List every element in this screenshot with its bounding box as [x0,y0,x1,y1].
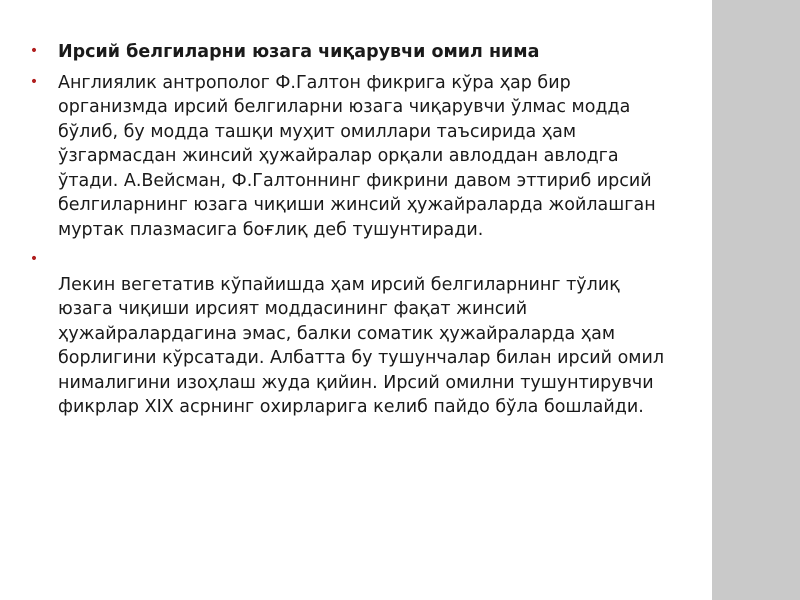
bullet-item [28,248,668,420]
slide-content [28,40,668,426]
bullet-heading-text: Ирсий белгиларни юзага чиқарувчи омил нима [58,42,540,62]
side-decorative-band [712,0,800,600]
blank-line [58,248,668,273]
bullet-marker-icon: • [29,73,39,90]
bullet-item [28,40,668,65]
bullet-paragraph-text: Лекин вегетатив кўпайишда ҳам ирсий белгиларнинг тўлиқ юзага чиқиши ирсият моддасининг фақат жинсий ҳужайралардагина эмас, балки соматик ҳужайраларда ҳам борлигини кўрсатади. Албатта бу тушунчалар билан ирсий омил нималигини изоҳлаш жуда қийин. Ирсий омилни тушунтирувчи фикрлар XIX асрнинг охирларига келиб пайдо бўла бошлайди. [58,274,665,417]
bullet-marker-icon: • [29,43,39,59]
bullet-paragraph-text: Англиялик антрополог Ф.Галтон фикрига кўра ҳар бир организмда ирсий белгиларни юзага чиқарувчи ўлмас модда бўлиб, бу модда ташқи муҳит омиллари таъсирида ҳам ўзгармасдан жинсий ҳужайралар орқали авлоддан авлодга ўтади. А.Вейсман, Ф.Галтоннинг фикрини давом эттириб ирсий белгиларнинг юзага чиқиши жинсий ҳужайраларда жойлашган муртак плазмасига боғлиқ деб тушунтиради. [58,72,656,240]
bullet-marker-icon: • [29,251,39,267]
bullet-item [28,71,668,243]
